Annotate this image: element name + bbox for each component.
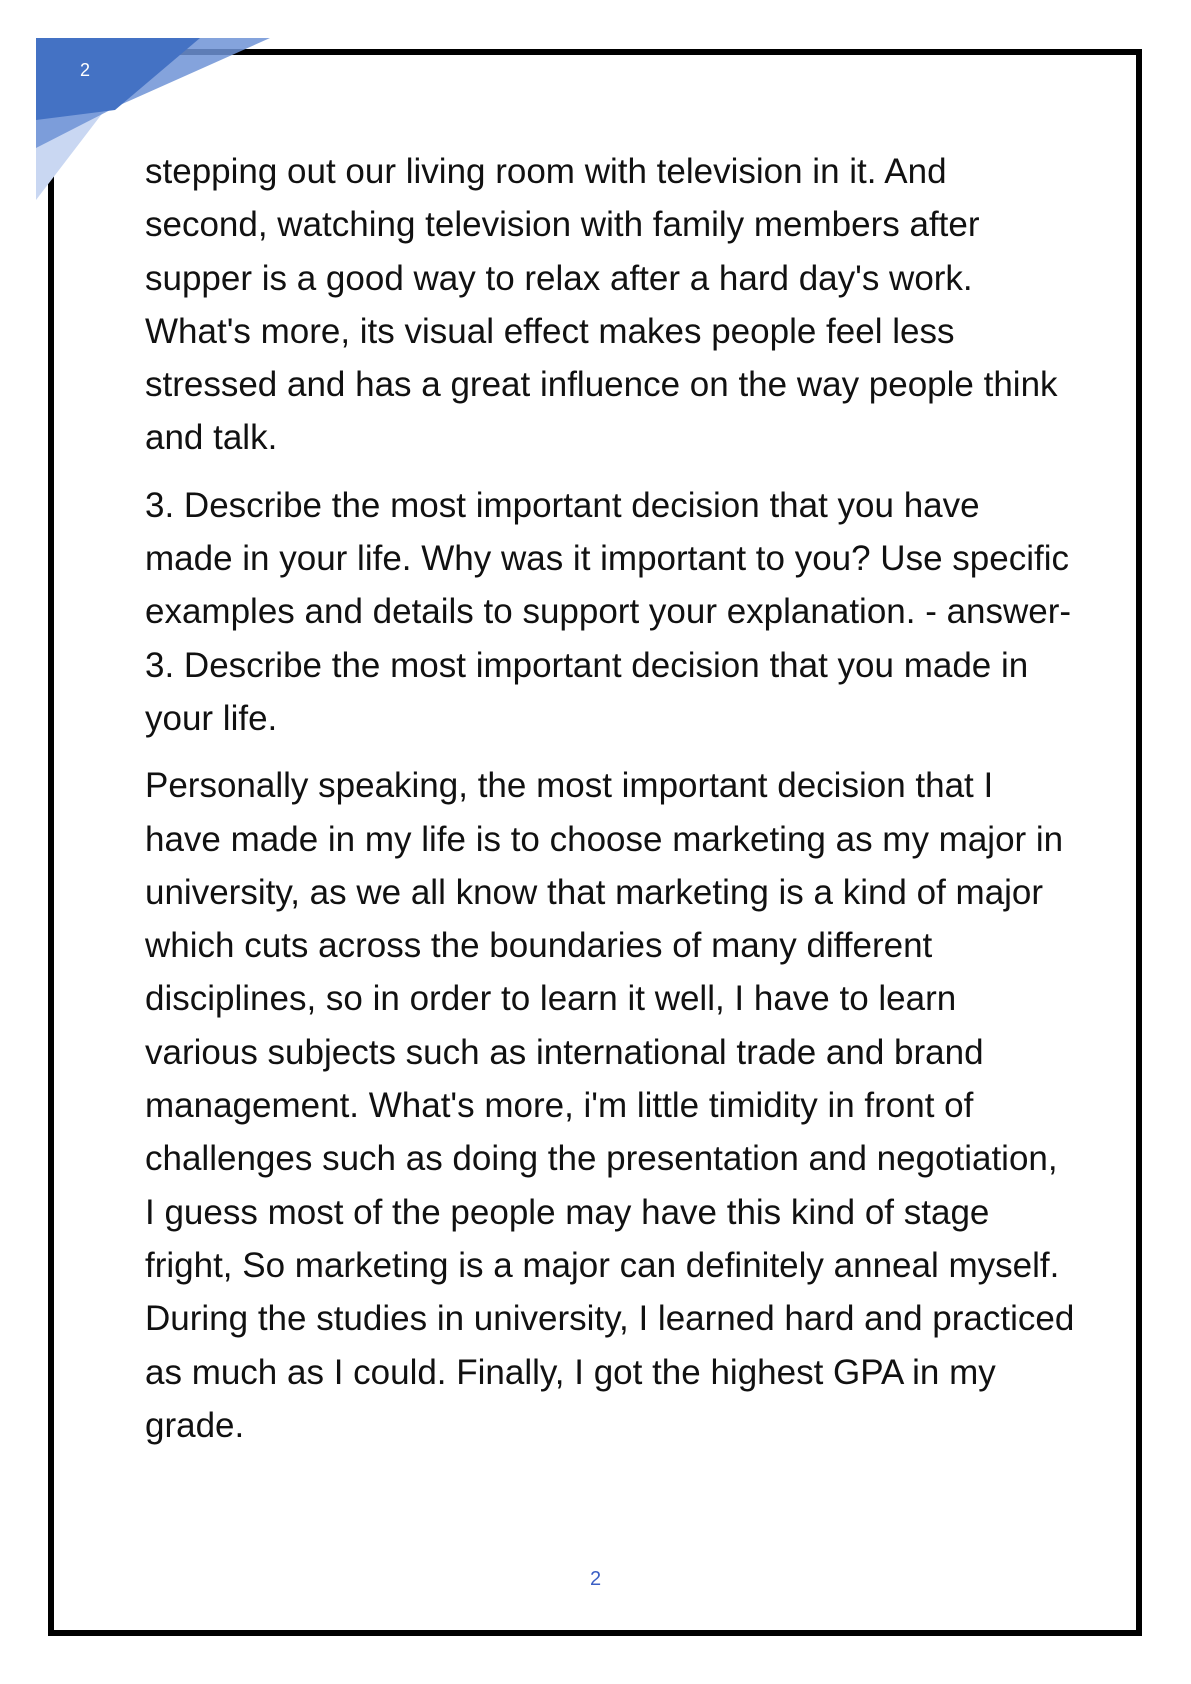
answer-paragraph: Personally speaking, the most important decision that I have made in my life is to choose marketing as my major in university, as we all know that marketing is a kind of major which cuts across the boundaries of many different disciplines, so in order to learn it well, I have to learn various subjects such as international trade and brand management. What's more, i'm little timidity in front of challenges such as doing the presentation and negotiation, I guess most of the people may have this kind of stage fright, So marketing is a major can definitely anneal myself. During the studies in university, I learned hard and practiced as much as I could. Finally, I got the highest GPA in my grade.: [145, 766, 1075, 1445]
body-paragraph: stepping out our living room with television in it. And second, watching television with family members after supper is a good way to relax after a hard day's work. What's more, its visual effect makes people feel less stressed and has a great influence on the way people think and talk.: [145, 152, 1058, 458]
question-paragraph: 3. Describe the most important decision that you have made in your life. Why was it important to you? Use specific examples and details to support your explanation. - answer-3. Describe the most important decision that you made in your life.: [145, 485, 1072, 738]
footer-page-number: 2: [589, 1568, 602, 1590]
header-page-number: 2: [80, 60, 91, 80]
document-body: [145, 145, 1075, 1466]
